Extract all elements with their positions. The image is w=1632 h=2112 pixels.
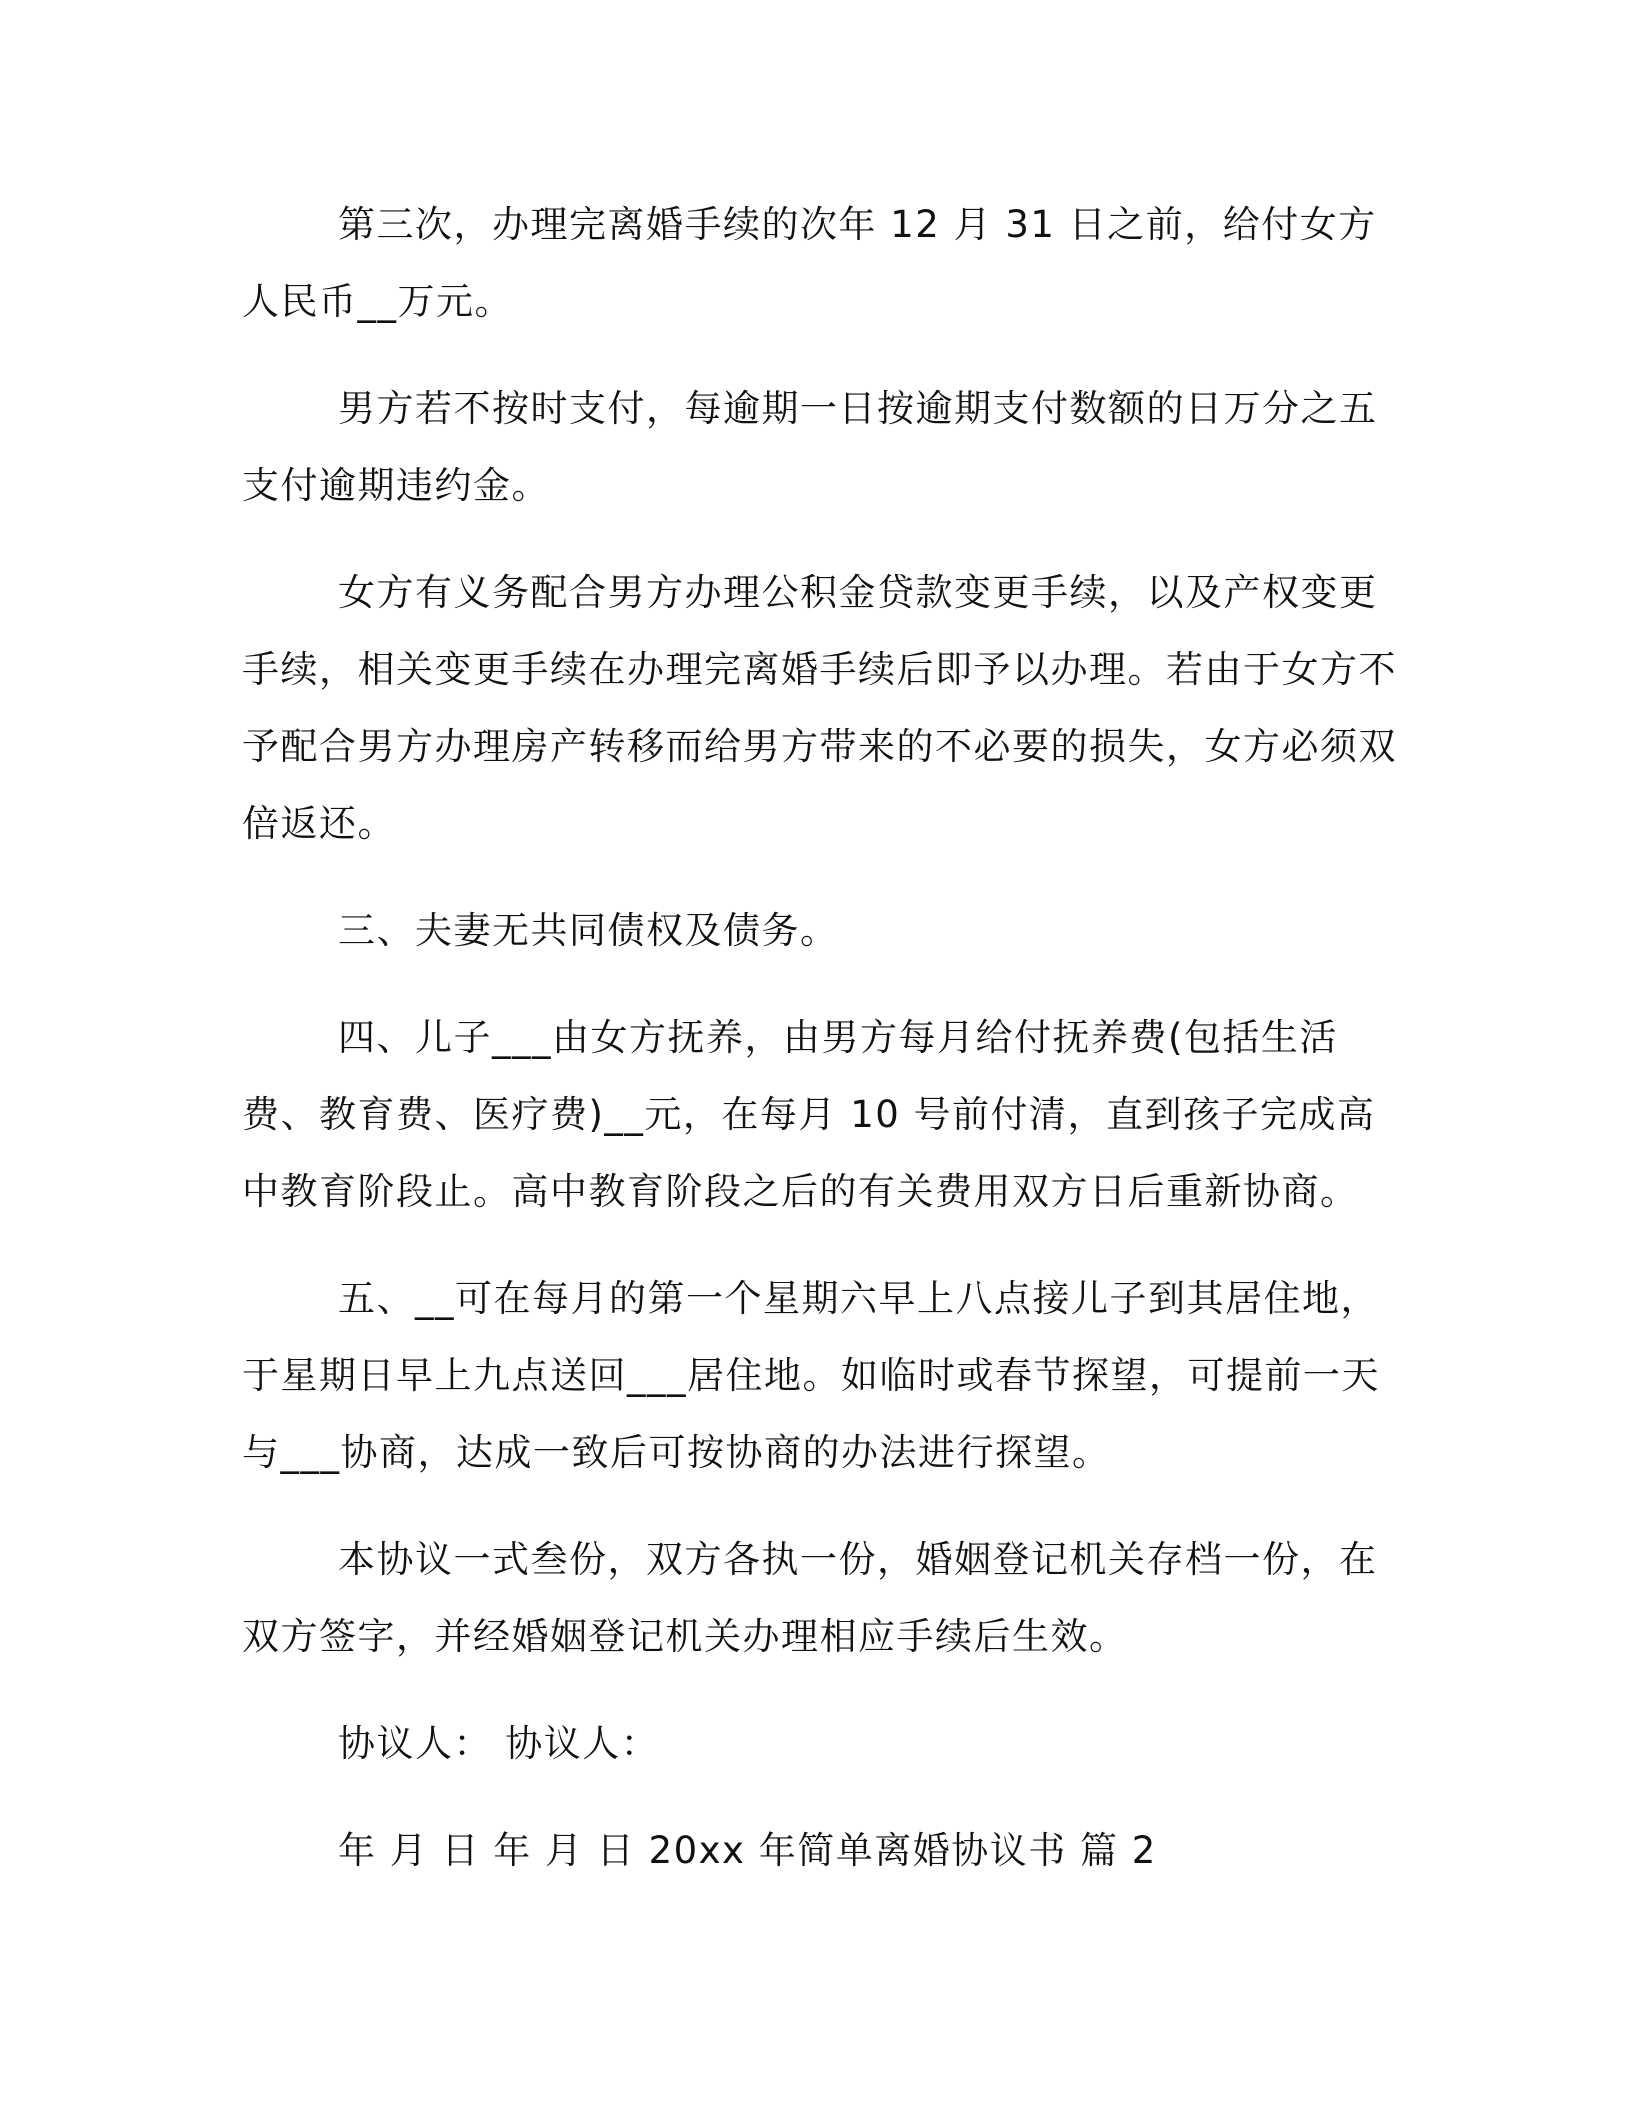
paragraph-late-penalty: 男方若不按时支付，每逾期一日按逾期支付数额的日万分之五支付逾期违约金。 — [242, 387, 1378, 507]
paragraph-copies-effective: 本协议一式叁份，双方各执一份，婚姻登记机关存档一份，在双方签字，并经婚姻登记机关办理相应手续后生效。 — [242, 1538, 1378, 1658]
paragraph-child-support: 四、儿子___由女方抚养，由男方每月给付抚养费(包括生活费、教育费、医疗费)__元，在每月 10 号前付清，直到孩子完成高中教育阶段止。高中教育阶段之后的有关费用双方日后重新协商。 — [242, 1016, 1376, 1213]
paragraph-no-common-debt: 三、夫妻无共同债权及债务。 — [338, 909, 839, 952]
paragraph-visitation: 五、__可在每月的第一个星期六早上八点接儿子到其居住地，于星期日早上九点送回___居住地。如临时或春节探望，可提前一天与___协商，达成一致后可按协商的办法进行探望。 — [242, 1277, 1380, 1474]
paragraph-transfer-cooperation: 女方有义务配合男方办理公积金贷款变更手续，以及产权变更手续，相关变更手续在办理完离婚手续后即予以办理。若由于女方不予配合男方办理房产转移而给男方带来的不必要的损失，女方必须双倍返还。 — [242, 571, 1397, 845]
paragraph-third-payment: 第三次，办理完离婚手续的次年 12 月 31 日之前，给付女方人民币__万元。 — [242, 203, 1377, 323]
signatories-line: 协议人： 协议人： — [338, 1722, 660, 1765]
document-body — [242, 186, 1398, 1919]
date-and-next-title-line: 年 月 日 年 月 日 20xx 年简单离婚协议书 篇 2 — [338, 1829, 1157, 1872]
